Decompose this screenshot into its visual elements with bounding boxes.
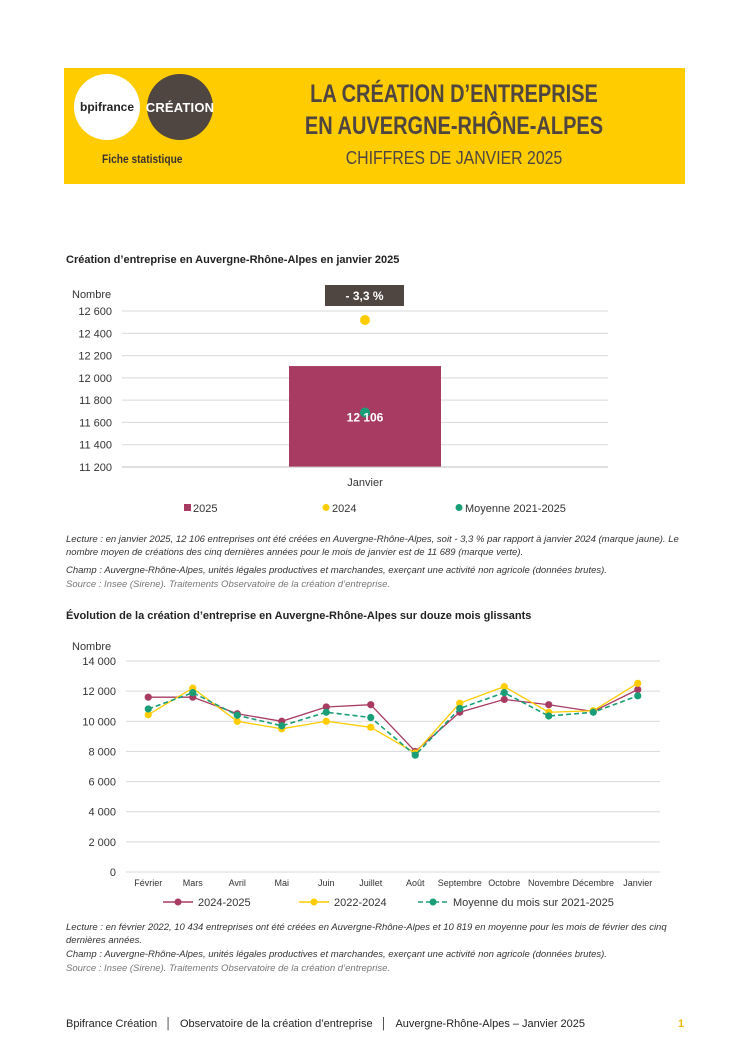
chart2-xtick-label: Novembre	[527, 878, 570, 888]
chart1-ytick-label: 12 400	[78, 328, 112, 341]
chart2-point-series-3	[189, 689, 196, 696]
chart2-legend-marker	[311, 899, 318, 906]
title-line-2: EN AUVERGNE-RHÔNE-ALPES	[304, 112, 604, 140]
chart2-point-series-1	[634, 686, 641, 693]
chart2-legend-marker	[175, 899, 182, 906]
chart2-xtick-label: Août	[405, 878, 425, 888]
chart2-point-series-3	[278, 722, 285, 729]
chart2-title: Évolution de la création d’entreprise en Auvergne-Rhône-Alpes sur douze mois glissants	[66, 610, 532, 622]
chart2-ytick-label: 8 000	[88, 746, 116, 759]
chart1-legend-label: 2024	[332, 503, 357, 515]
chart2-ytick-label: 2 000	[88, 836, 116, 849]
page-number: 1	[678, 1018, 685, 1030]
chart1-ytick-label: 11 200	[79, 462, 112, 474]
chart1-ytick-label: 11 800	[79, 395, 112, 408]
chart1-xtick-label: Janvier	[347, 477, 383, 489]
chart2-point-series-3	[367, 714, 374, 721]
chart1-title: Création d’entreprise en Auvergne-Rhône-Alpes en janvier 2025	[66, 254, 400, 266]
chart2-ytick-label: 4 000	[88, 806, 116, 819]
creation-logo-text: CRÉATION	[145, 99, 215, 115]
chart2-point-series-3	[545, 712, 552, 719]
chart1-source: Source : Insee (Sirene). Traitements Observatoire de la création d’entreprise.	[66, 579, 391, 590]
chart2-ytick-label: 14 000	[82, 656, 116, 668]
chart2-point-series-2	[367, 724, 374, 731]
chart2-point-series-1	[545, 701, 552, 708]
chart2-legend-label: Moyenne du mois sur 2021-2025	[453, 897, 614, 909]
chart2-source: Source : Insee (Sirene). Traitements Observatoire de la création d’entreprise.	[66, 963, 391, 974]
chart2-legend-label: 2024-2025	[198, 897, 251, 909]
chart2-xtick-label: Mars	[182, 878, 203, 888]
chart2-point-series-3	[145, 705, 152, 712]
chart2-legend-marker	[430, 899, 437, 906]
chart2-xtick-label: Avril	[228, 878, 246, 888]
chart2-ytick-label: 6 000	[88, 776, 116, 789]
chart2-series-line-3	[148, 693, 638, 756]
footer-separator: │	[380, 1018, 388, 1030]
chart2-point-series-1	[501, 696, 508, 703]
chart2-series-line-1	[148, 690, 638, 752]
chart2-ytick-label: 0	[109, 867, 116, 879]
chart1-ylabel: Nombre	[72, 289, 112, 301]
chart2-point-series-2	[323, 718, 330, 725]
fiche-label: Fiche statistique	[102, 152, 183, 166]
chart2-point-series-3	[456, 705, 463, 712]
chart2-xtick-label: Janvier	[623, 878, 653, 888]
chart2-point-series-3	[634, 692, 641, 699]
chart1-annotation: - 3,3 %	[345, 289, 384, 303]
chart2-ylabel: Nombre	[72, 641, 112, 653]
chart1-ytick-label: 12 600	[78, 306, 112, 318]
chart1-lecture: Lecture : en janvier 2025, 12 106 entreprises ont été créées en Auvergne-Rhône-Alpes, soit - 3,3 % par rapport à janvier 2024 (marque jaune). Le nombre moyen de créations des cinq dernières années pour le mois de janvier est de 11 689 (marque verte).	[66, 534, 679, 558]
chart2-ytick-label: 12 000	[82, 686, 116, 699]
chart2-xtick-label: Juillet	[359, 878, 383, 888]
bpifrance-logo-text: bpifrance	[79, 100, 134, 114]
chart2-series-line-2	[148, 683, 638, 753]
chart2-ytick-label: 10 000	[82, 716, 116, 729]
chart2-point-series-1	[367, 701, 374, 708]
chart2-lecture: Lecture : en février 2022, 10 434 entreprises ont été créées en Auvergne-Rhône-Alpes et 10 819 en moyenne pour les mois de février des cinq dernières années.	[66, 922, 667, 946]
subtitle: CHIFFRES DE JANVIER 2025	[345, 148, 563, 168]
chart2-point-series-3	[412, 752, 419, 759]
chart1-legend-label: Moyenne 2021-2025	[465, 503, 566, 515]
chart2-xtick-label: Décembre	[572, 878, 615, 888]
chart2-point-series-2	[634, 680, 641, 687]
footer	[66, 1018, 585, 1030]
footer-separator: │	[165, 1018, 172, 1030]
chart2-xtick-label: Septembre	[437, 878, 482, 888]
chart1-champ: Champ : Auvergne-Rhône-Alpes, unités légales productives et marchandes, exerçant une activité non agricole (données brutes).	[66, 565, 607, 576]
chart1-ytick-label: 11 400	[79, 439, 112, 452]
chart2-point-series-3	[501, 689, 508, 696]
title-line-1: LA CRÉATION D’ENTREPRISE	[310, 80, 598, 108]
footer-part-3: Auvergne-Rhône-Alpes – Janvier 2025	[395, 1018, 586, 1030]
chart2-champ: Champ : Auvergne-Rhône-Alpes, unités légales productives et marchandes, exerçant une activité non agricole (données brutes).	[66, 949, 607, 960]
chart2-xtick-label: Mai	[274, 878, 290, 888]
chart1-ytick-label: 12 200	[78, 350, 112, 363]
chart2-point-series-1	[145, 694, 152, 701]
footer-part-2: Observatoire de la création d’entreprise	[179, 1018, 373, 1030]
chart1-ytick-label: 11 600	[79, 417, 112, 430]
chart2-xtick-label: Février	[134, 878, 163, 888]
chart2-point-series-3	[590, 709, 597, 716]
chart1-legend-label: 2025	[193, 503, 218, 515]
footer-part-1: Bpifrance Création	[66, 1018, 158, 1030]
chart2-point-series-3	[234, 712, 241, 719]
chart2-xtick-label: Octobre	[488, 878, 521, 888]
chart2-point-series-3	[323, 709, 330, 716]
chart1-data-label: 12 106	[346, 410, 384, 425]
chart2-xtick-label: Juin	[317, 878, 335, 888]
chart2-legend-label: 2022-2024	[334, 897, 387, 909]
chart1-ytick-label: 12 000	[78, 372, 112, 385]
